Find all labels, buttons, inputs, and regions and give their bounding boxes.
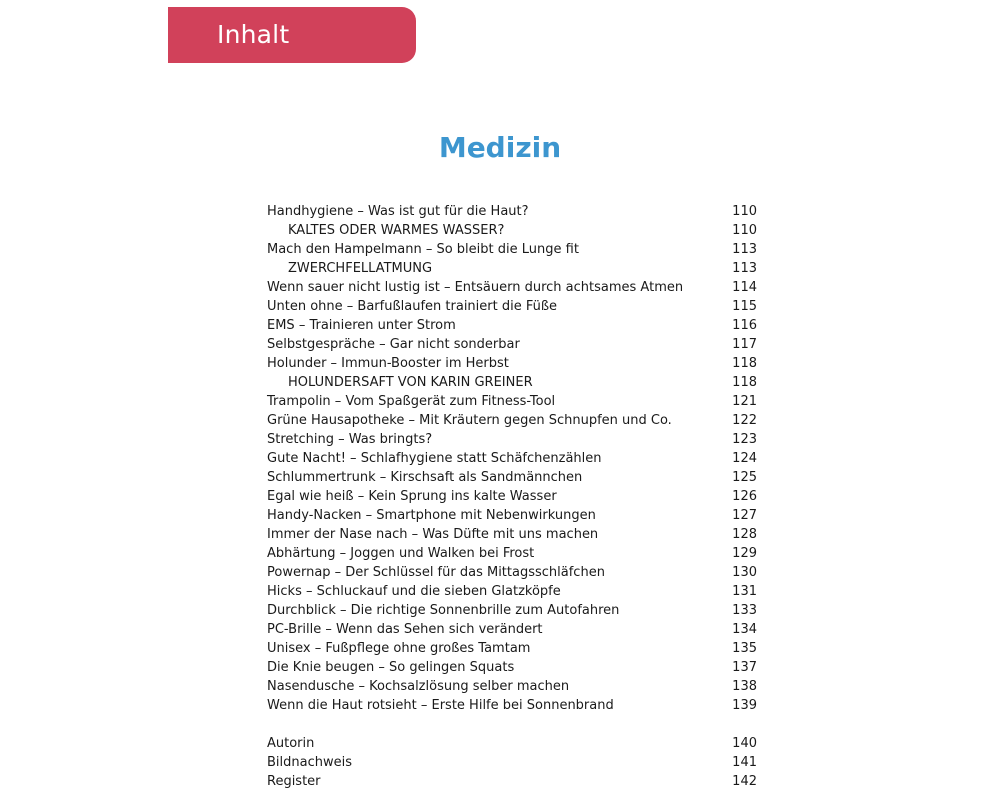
toc-entry-title: Hicks – Schluckauf und die sieben Glatzköpfe [267,584,561,599]
toc-entry-title: Gute Nacht! – Schlafhygiene statt Schäfchenzählen [267,451,602,466]
toc-entry-page: 113 [732,242,757,257]
toc-entry-title: Immer der Nase nach – Was Düfte mit uns machen [267,527,599,542]
toc-entry-title: Mach den Hampelmann – So bleibt die Lunge fit [267,242,579,257]
toc-entry-title: Wenn sauer nicht lustig ist – Entsäuern durch achtsames Atmen [267,280,684,295]
toc-entry-ems [267,316,757,335]
toc-entry-pc-brille [267,620,757,639]
toc-entry-holunder [267,354,757,373]
toc-entry-page: 118 [732,356,757,371]
toc-entry-hicks [267,582,757,601]
toc-subentry-kaltes-oder-warmes-wasser [267,221,757,240]
toc-entry-title: Autorin [267,736,315,751]
toc-entry-page: 110 [732,223,757,238]
toc-subentry-zwerchfellatmung [267,259,757,278]
table-of-contents [267,202,757,791]
toc-entry-nase-nach [267,525,757,544]
toc-entry-page: 128 [732,527,757,542]
toc-entry-durchblick [267,601,757,620]
toc-entry-title: Egal wie heiß – Kein Sprung ins kalte Wasser [267,489,557,504]
toc-entry-page: 133 [732,603,757,618]
toc-subentry-holundersaft [267,373,757,392]
toc-entry-title: Selbstgespräche – Gar nicht sonderbar [267,337,520,352]
toc-appendix-bildnachweis [267,753,757,772]
toc-entry-page: 127 [732,508,757,523]
toc-entry-page: 139 [732,698,757,713]
toc-entry-title: Stretching – Was bringts? [267,432,433,447]
toc-entry-title: Powernap – Der Schlüssel für das Mittagsschläfchen [267,565,605,580]
toc-entry-page: 138 [732,679,757,694]
toc-entry-sonnenbrand [267,696,757,715]
toc-entry-title: Die Knie beugen – So gelingen Squats [267,660,515,675]
toc-entry-powernap [267,563,757,582]
toc-entry-title: Handy-Nacken – Smartphone mit Nebenwirkungen [267,508,596,523]
contents-header-tab [168,7,416,63]
toc-appendix-register [267,772,757,791]
toc-entry-title: Handhygiene – Was ist gut für die Haut? [267,204,529,219]
toc-entry-page: 123 [732,432,757,447]
toc-spacer [267,715,757,734]
toc-entry-stretching [267,430,757,449]
toc-entry-title: Durchblick – Die richtige Sonnenbrille zum Autofahren [267,603,620,618]
toc-entry-page: 130 [732,565,757,580]
toc-entry-page: 140 [732,736,757,751]
toc-entry-title: KALTES ODER WARMES WASSER? [288,223,505,238]
toc-entry-page: 122 [732,413,757,428]
toc-entry-page: 116 [732,318,757,333]
toc-entry-page: 114 [732,280,757,295]
toc-entry-title: Schlummertrunk – Kirschsaft als Sandmännchen [267,470,583,485]
toc-entry-title: Trampolin – Vom Spaßgerät zum Fitness-Tool [267,394,556,409]
toc-entry-title: Unten ohne – Barfußlaufen trainiert die Füße [267,299,558,314]
toc-entry-trampolin [267,392,757,411]
toc-entry-page: 137 [732,660,757,675]
toc-entry-handy-nacken [267,506,757,525]
toc-entry-title: HOLUNDERSAFT VON KARIN GREINER [288,375,533,390]
toc-entry-page: 115 [732,299,757,314]
toc-entry-title: Abhärtung – Joggen und Walken bei Frost [267,546,535,561]
toc-entry-title: Unisex – Fußpflege ohne großes Tamtam [267,641,531,656]
toc-entry-page: 134 [732,622,757,637]
toc-entry-title: PC-Brille – Wenn das Sehen sich verändert [267,622,543,637]
toc-entry-abhaertung [267,544,757,563]
toc-entry-title: Nasendusche – Kochsalzlösung selber machen [267,679,570,694]
section-title: Medizin [438,131,562,164]
toc-entry-page: 124 [732,451,757,466]
toc-entry-knie-beugen [267,658,757,677]
toc-entry-page: 129 [732,546,757,561]
toc-entry-selbstgespraeche [267,335,757,354]
toc-entry-hausapotheke [267,411,757,430]
toc-entry-nasendusche [267,677,757,696]
toc-entry-page: 141 [732,755,757,770]
toc-entry-handhygiene [267,202,757,221]
toc-entry-hampelmann [267,240,757,259]
toc-entry-title: Register [267,774,321,789]
toc-entry-title: Holunder – Immun-Booster im Herbst [267,356,509,371]
toc-entry-title: Grüne Hausapotheke – Mit Kräutern gegen Schnupfen und Co. [267,413,672,428]
toc-entry-page: 121 [732,394,757,409]
toc-entry-page: 142 [732,774,757,789]
toc-entry-page: 135 [732,641,757,656]
toc-entry-page: 117 [732,337,757,352]
contents-header-label: Inhalt [217,20,290,49]
toc-entry-entsaeuern [267,278,757,297]
toc-entry-page: 125 [732,470,757,485]
toc-entry-gute-nacht [267,449,757,468]
toc-entry-title: EMS – Trainieren unter Strom [267,318,456,333]
toc-entry-barfusslaufen [267,297,757,316]
toc-appendix-autorin [267,734,757,753]
toc-entry-title: Bildnachweis [267,755,353,770]
toc-entry-title: ZWERCHFELLATMUNG [288,261,433,276]
toc-entry-page: 113 [732,261,757,276]
toc-entry-title: Wenn die Haut rotsieht – Erste Hilfe bei Sonnenbrand [267,698,614,713]
toc-entry-page: 126 [732,489,757,504]
toc-entry-egal-wie-heiss [267,487,757,506]
toc-entry-unisex [267,639,757,658]
toc-entry-page: 118 [732,375,757,390]
toc-entry-page: 110 [732,204,757,219]
toc-entry-schlummertrunk [267,468,757,487]
toc-entry-page: 131 [732,584,757,599]
